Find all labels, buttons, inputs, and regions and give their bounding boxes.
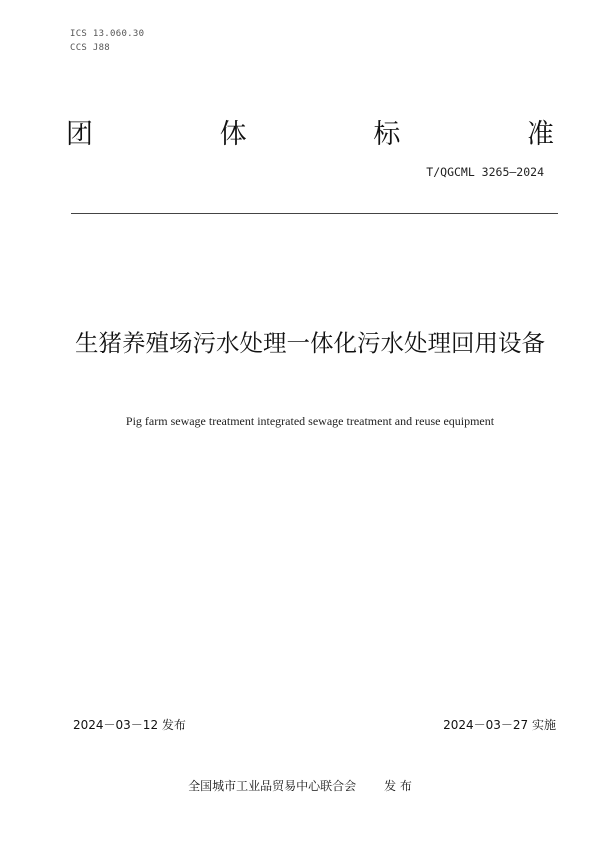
publication-date: 2024－03－12 发布 <box>73 718 186 732</box>
standard-type-char: 体 <box>219 119 247 150</box>
standard-type-char: 准 <box>526 119 554 150</box>
issuer-line <box>0 777 600 794</box>
implementation-date: 2024－03－27 实施 <box>443 718 556 732</box>
chinese-title: 生猪养殖场污水处理一体化污水处理回用设备 <box>75 329 545 357</box>
standard-type-heading <box>66 112 554 151</box>
standard-type-char: 标 <box>373 119 401 150</box>
standard-type-char: 团 <box>66 119 93 150</box>
issuer-name: 全国城市工业品贸易中心联合会 <box>188 779 357 793</box>
ccs-code: CCS J88 <box>70 43 111 53</box>
ics-code: ICS 13.060.30 <box>70 29 145 39</box>
header-divider <box>71 213 558 214</box>
english-title: Pig farm sewage treatment integrated sewage treatment and reuse equipment <box>125 414 495 428</box>
standard-code: T/QGCML 3265—2024 <box>426 165 544 179</box>
issuer-action: 发 布 <box>384 779 412 793</box>
